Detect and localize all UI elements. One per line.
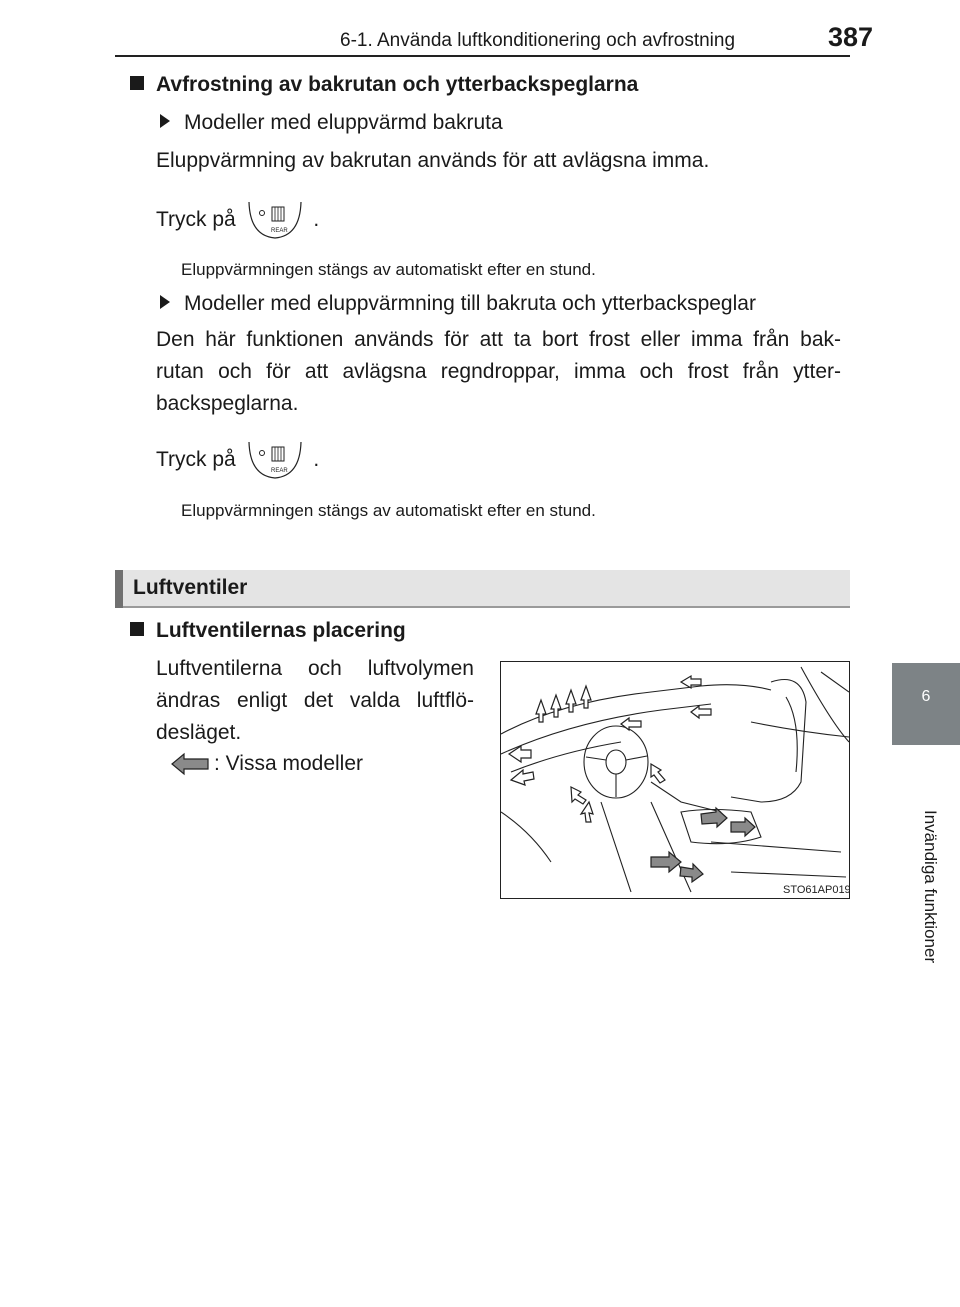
section-bar	[115, 570, 123, 608]
models-a-title: Modeller med eluppvärmd bakruta	[160, 111, 503, 135]
header-rule	[115, 55, 850, 57]
defrost-heading: Avfrostning av bakrutan och ytterbackspeglarna	[130, 73, 638, 97]
models-b-text: Den här funktionen används för att ta bort frost eller imma från bak- rutan och för att avlägsna regndroppar, imma och frost från ytter- backspeglarna.	[156, 328, 841, 415]
square-bullet-icon	[130, 622, 144, 636]
rear-defogger-button-icon	[246, 440, 304, 480]
section-header	[115, 570, 850, 608]
gray-arrow-icon	[170, 751, 210, 777]
models-a-press: Tryck på REAR .	[156, 200, 319, 240]
vents-figure	[500, 661, 850, 899]
models-a-text: Eluppvärmning av bakrutan används för att avlägsna imma.	[156, 149, 710, 172]
svg-text:REAR: REAR	[270, 228, 288, 235]
models-a-note: Eluppvärmningen stängs av automatiskt efter en stund.	[181, 260, 596, 279]
square-bullet-icon	[130, 76, 144, 90]
car-interior-illustration	[501, 662, 849, 898]
triangle-bullet-icon	[160, 114, 170, 128]
models-b-note: Eluppvärmningen stängs av automatiskt efter en stund.	[181, 501, 596, 520]
header-section-title: 6-1. Använda luftkonditionering och avfrostning	[340, 30, 736, 51]
rear-defogger-button-icon	[246, 200, 304, 240]
page-number: 387	[828, 22, 874, 52]
section-title: Luftventiler	[133, 576, 248, 599]
chapter-number: 6	[921, 688, 931, 705]
models-b-press: Tryck på REAR .	[156, 440, 319, 480]
figure-code: STO61AP019	[783, 884, 849, 896]
vents-legend: : Vissa modeller	[170, 748, 363, 780]
svg-text:REAR: REAR	[270, 468, 288, 475]
vents-heading: Luftventilernas placering	[130, 619, 406, 643]
models-b-title: Modeller med eluppvärmning till bakruta och ytterbackspeglar	[160, 292, 756, 316]
chapter-title: Invändiga funktioner	[921, 810, 940, 964]
triangle-bullet-icon	[160, 295, 170, 309]
vents-text: Luftventilerna och luftvolymen ändras enligt det valda luftflö- desläget.	[156, 657, 474, 744]
